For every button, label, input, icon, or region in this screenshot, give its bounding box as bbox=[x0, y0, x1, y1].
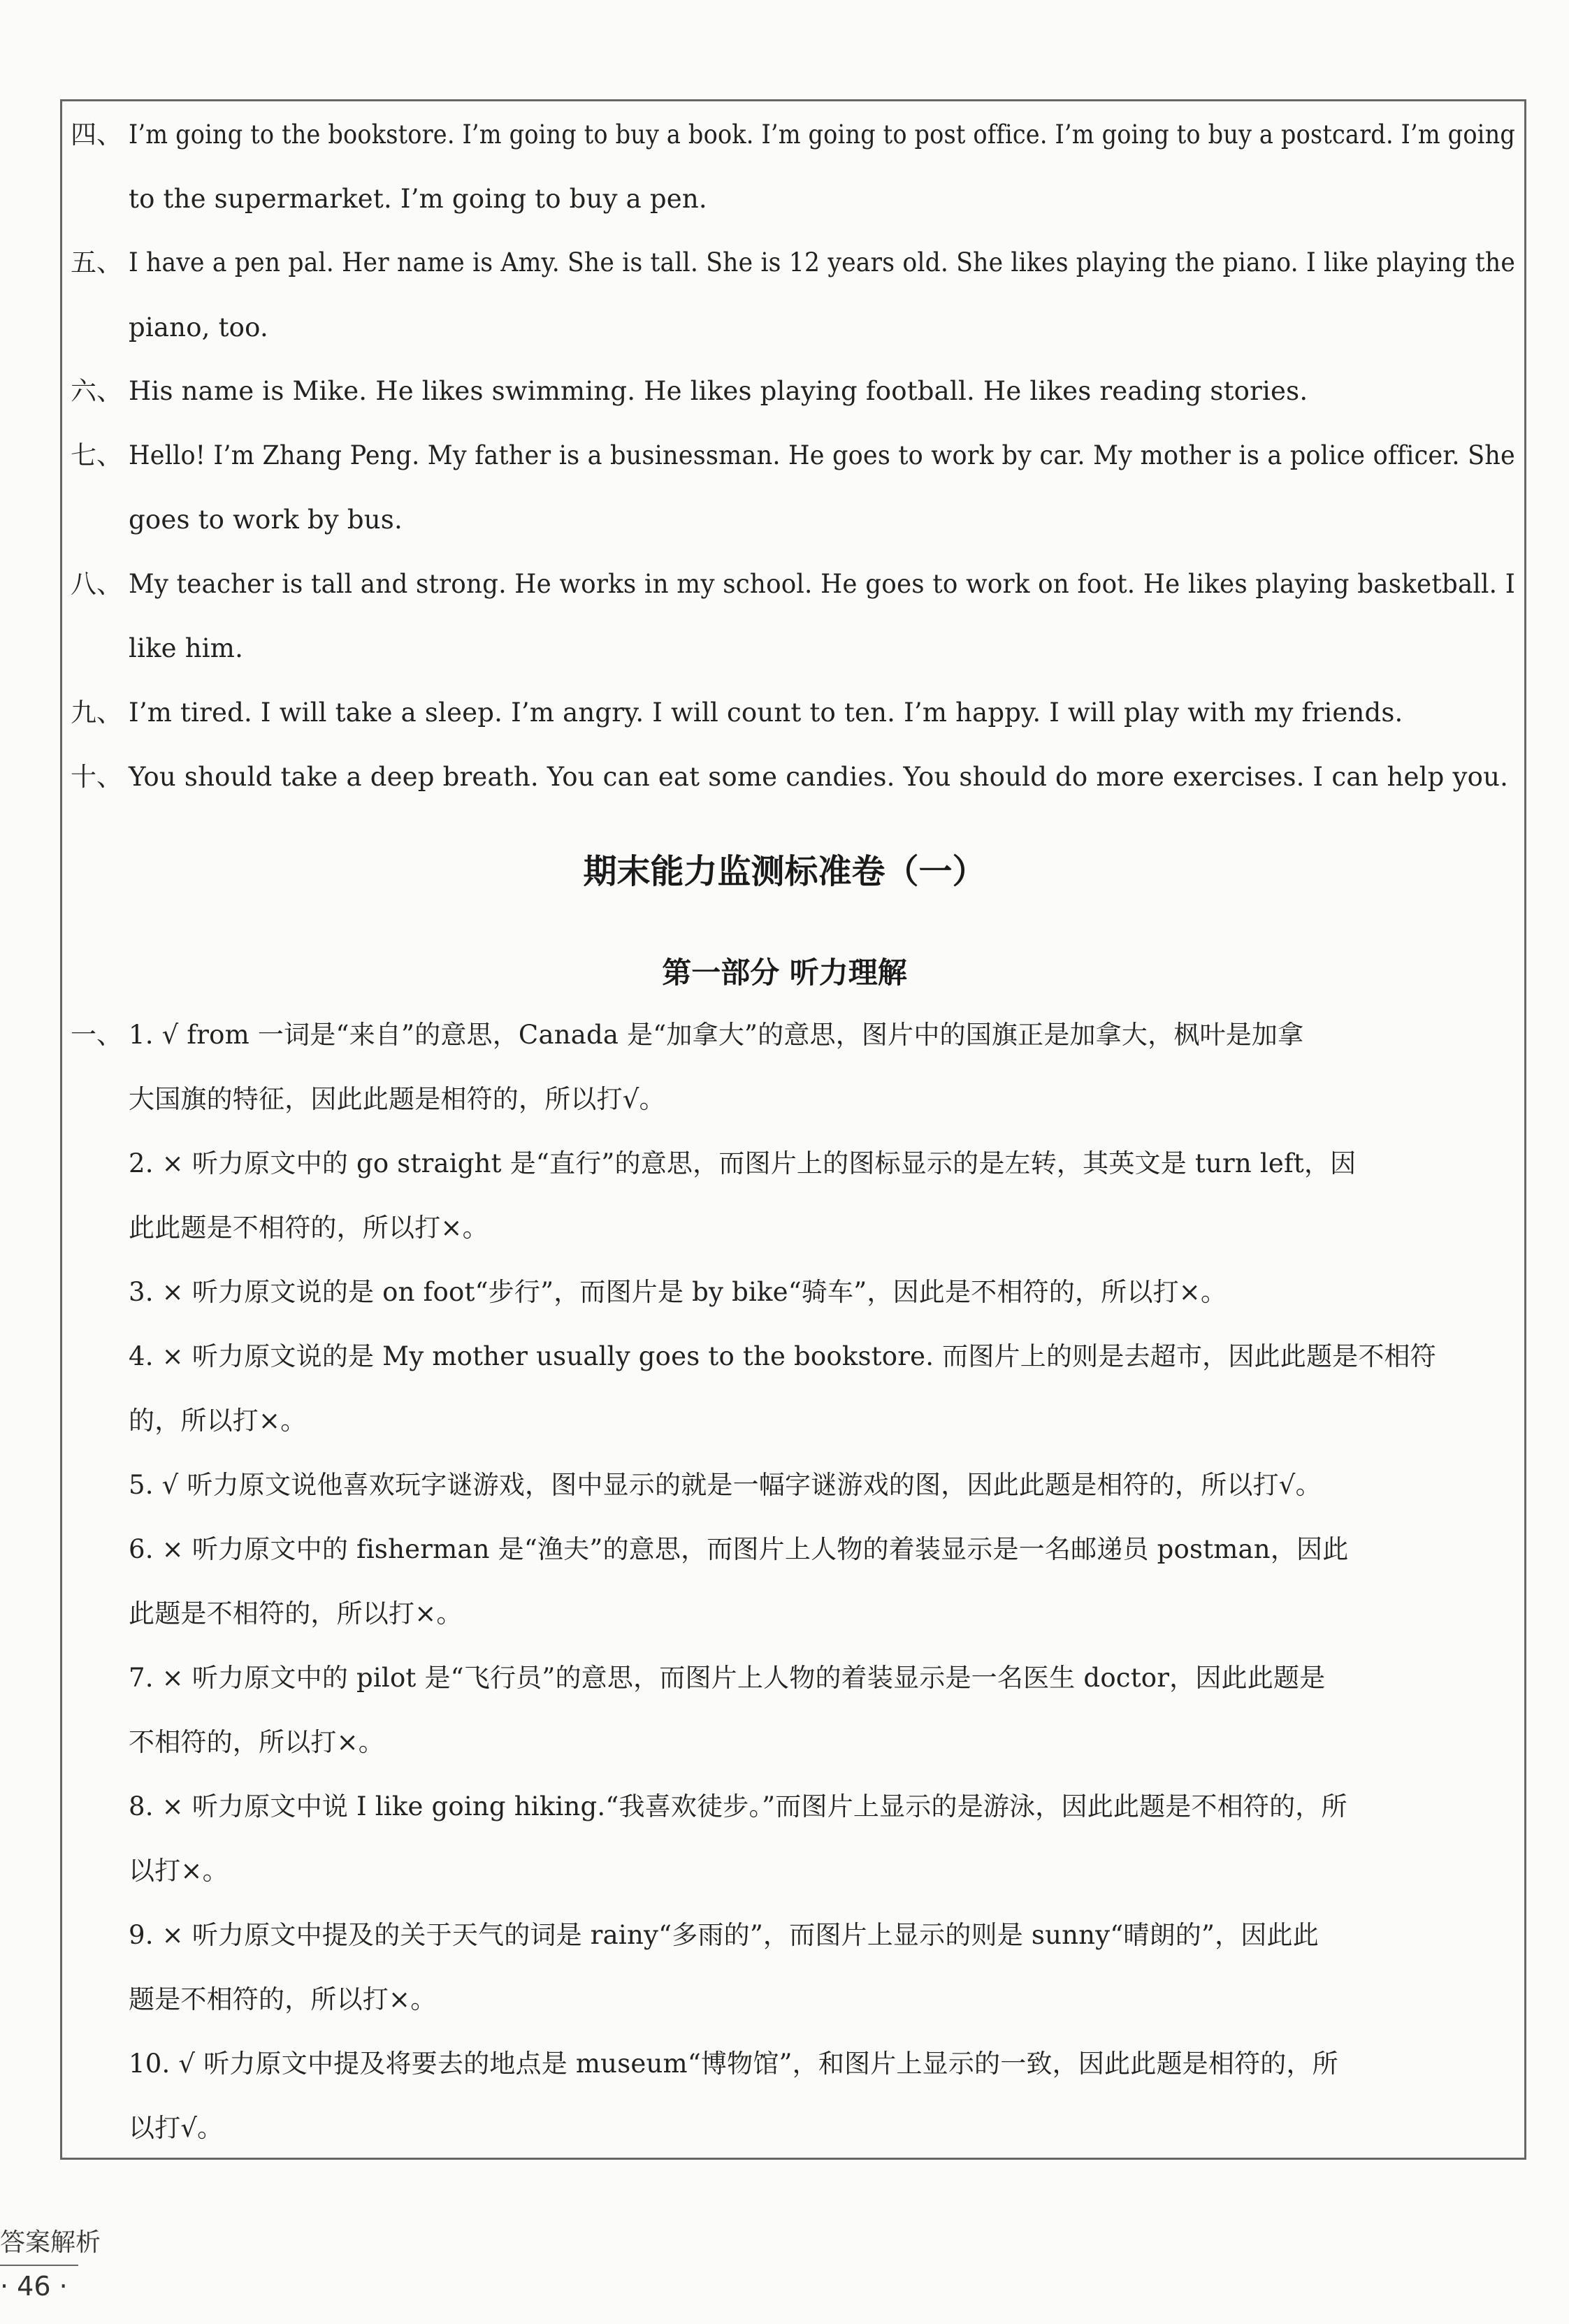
answer-num-4: 四、 bbox=[71, 120, 122, 150]
answer-4-line-2: to the supermarket. I’m going to buy a pen. bbox=[129, 184, 707, 214]
footer-label: 答案解析 bbox=[0, 2228, 101, 2257]
q7-line-1: 7. × 听力原文中的 pilot 是“飞行员”的意思，而图片上人物的着装显示是一名医生 doctor，因此此题是 bbox=[129, 1663, 1326, 1693]
answer-5-line-2: piano, too. bbox=[129, 312, 268, 342]
answer-num-6: 六、 bbox=[71, 376, 122, 406]
q4-line-2: 的，所以打×。 bbox=[129, 1406, 307, 1436]
answer-5-line-1: I have a pen pal. Her name is Amy. She is tall. She is 12 years old. She likes playing the piano. I like playing the bbox=[129, 247, 1515, 277]
answer-num-7: 七、 bbox=[71, 440, 122, 470]
page-number: · 46 · bbox=[0, 2271, 68, 2302]
exam-title: 期末能力监测标准卷（一） bbox=[583, 852, 986, 891]
answer-9-line-1: I’m tired. I will take a sleep. I’m angry. I will count to ten. I’m happy. I will play with my friends. bbox=[129, 698, 1403, 728]
q2-line-2: 此此题是不相符的，所以打×。 bbox=[129, 1213, 489, 1243]
q2-line-1: 2. × 听力原文中的 go straight 是“直行”的意思，而图片上的图标显示的是左转，其英文是 turn left，因 bbox=[129, 1148, 1357, 1178]
answer-num-5: 五、 bbox=[71, 247, 122, 277]
section-title: 第一部分 听力理解 bbox=[662, 955, 907, 990]
answer-6-line-1: His name is Mike. He likes swimming. He likes playing football. He likes reading stories. bbox=[129, 376, 1308, 406]
answer-frame bbox=[60, 99, 1526, 2160]
q8-line-1: 8. × 听力原文中说 I like going hiking.“我喜欢徒步。”而图片上显示的是游泳，因此此题是不相符的，所 bbox=[129, 1791, 1347, 1821]
answer-10-line-1: You should take a deep breath. You can eat some candies. You should do more exercises. I can help you. bbox=[129, 762, 1509, 792]
q5-line-1: 5. √ 听力原文说他喜欢玩字谜游戏，图中显示的就是一幅字谜游戏的图，因此此题是相符的，所以打√。 bbox=[129, 1470, 1322, 1500]
q9-line-2: 题是不相符的，所以打×。 bbox=[129, 1984, 437, 2014]
q9-line-1: 9. × 听力原文中提及的关于天气的词是 rainy“多雨的”，而图片上显示的则是 sunny“晴朗的”，因此此 bbox=[129, 1920, 1319, 1950]
answer-8-line-1: My teacher is tall and strong. He works in my school. He goes to work on foot. He likes playing basketball. I bbox=[129, 569, 1515, 599]
q4-line-1: 4. × 听力原文说的是 My mother usually goes to the bookstore. 而图片上的则是去超市，因此此题是不相符 bbox=[129, 1341, 1436, 1371]
q10-line-1: 10. √ 听力原文中提及将要去的地点是 museum“博物馆”，和图片上显示的一致，因此此题是相符的，所 bbox=[129, 2049, 1338, 2079]
answer-num-8: 八、 bbox=[71, 569, 122, 599]
q6-line-1: 6. × 听力原文中的 fisherman 是“渔夫”的意思，而图片上人物的着装显示是一名邮递员 postman，因此 bbox=[129, 1534, 1349, 1564]
q8-line-2: 以打×。 bbox=[129, 1856, 229, 1886]
answer-4-line-1: I’m going to the bookstore. I’m going to buy a book. I’m going to post office. I’m going to buy a postcard. I’m going bbox=[129, 120, 1515, 150]
q3-line-1: 3. × 听力原文说的是 on foot“步行”，而图片是 by bike“骑车”，因此是不相符的，所以打×。 bbox=[129, 1277, 1227, 1307]
q1-line-2: 大国旗的特征，因此此题是相符的，所以打√。 bbox=[129, 1084, 665, 1114]
answer-7-line-2: goes to work by bus. bbox=[129, 505, 403, 535]
q1-line-1: 1. √ from 一词是“来自”的意思，Canada 是“加拿大”的意思，图片中的国旗正是加拿大，枫叶是加拿 bbox=[129, 1020, 1304, 1050]
answer-8-line-2: like him. bbox=[129, 633, 244, 663]
section-num: 一、 bbox=[71, 1020, 122, 1050]
q6-line-2: 此题是不相符的，所以打×。 bbox=[129, 1598, 463, 1629]
answer-7-line-1: Hello! I’m Zhang Peng. My father is a businessman. He goes to work by car. My mother is a police officer. She bbox=[129, 440, 1515, 470]
answer-num-9: 九、 bbox=[71, 698, 122, 728]
footer-divider bbox=[0, 2265, 78, 2266]
q10-line-2: 以打√。 bbox=[129, 2113, 224, 2143]
answer-num-10: 十、 bbox=[71, 762, 122, 792]
q7-line-2: 不相符的，所以打×。 bbox=[129, 1727, 385, 1757]
